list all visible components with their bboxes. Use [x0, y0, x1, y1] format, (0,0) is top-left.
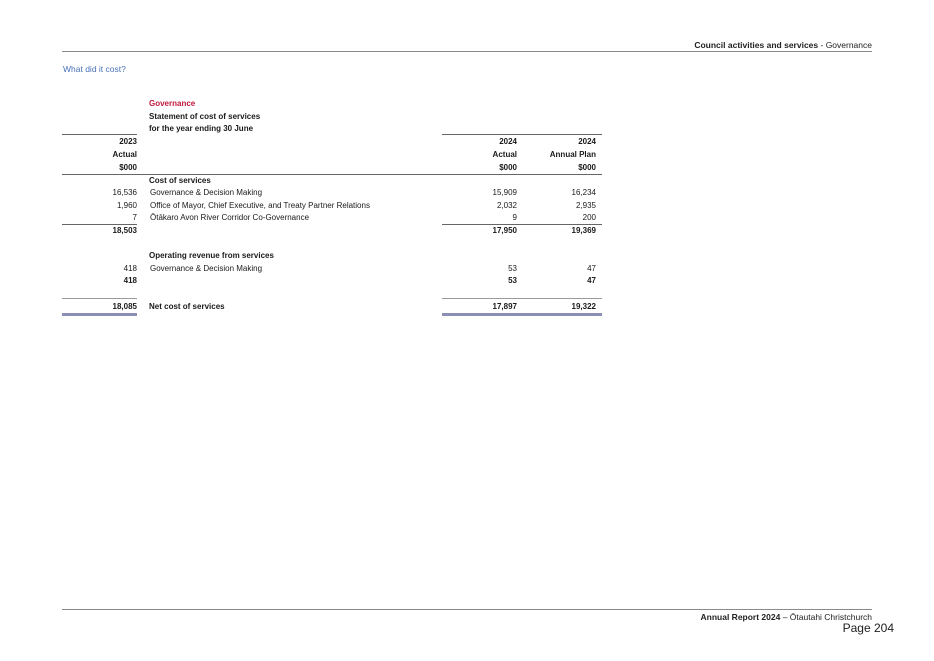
- cell-label: Governance & Decision Making: [150, 263, 263, 273]
- cell-prior: 418: [123, 263, 137, 273]
- column-header-row-type: [62, 149, 602, 162]
- header-rule: [62, 51, 872, 52]
- cell-plan: 16,234: [571, 188, 596, 197]
- net-rule-2023: [62, 298, 137, 299]
- revenue-total-prior: 418: [123, 276, 137, 285]
- table-row: [62, 263, 602, 276]
- footer-separator: –: [780, 612, 790, 622]
- section-label: What did it cost?: [63, 64, 126, 74]
- cost-total-prior: 18,503: [112, 226, 137, 235]
- cost-heading-row: [62, 175, 602, 188]
- header-separator: -: [818, 40, 826, 50]
- col-plan-year: 2024: [578, 137, 596, 146]
- cost-total-row: [62, 225, 602, 238]
- cost-total-actual: 17,950: [492, 226, 517, 235]
- revenue-heading-row: [62, 250, 602, 263]
- net-double-rule-2023: [62, 313, 137, 316]
- net-cost-row: [62, 301, 602, 314]
- cell-actual: 53: [508, 263, 517, 273]
- col-plan-type: Annual Plan: [549, 150, 596, 159]
- col-2024-type: Actual: [492, 150, 517, 159]
- net-prior: 18,085: [112, 302, 137, 311]
- table-row: [62, 187, 602, 200]
- statement-subtitle: for the year ending 30 June: [149, 124, 254, 134]
- cell-label: Office of Mayor, Chief Executive, and Treaty Partner Relations: [150, 200, 370, 210]
- table-row: [62, 200, 602, 213]
- cost-total-plan: 19,369: [571, 226, 596, 235]
- header-section: Council activities and services: [694, 40, 819, 50]
- cell-actual: 9: [512, 213, 517, 222]
- footer-place: Ōtautahi Christchurch: [789, 612, 872, 622]
- cell-plan: 200: [582, 213, 596, 222]
- col-2024-year: 2024: [499, 137, 517, 146]
- col-2023-type: Actual: [112, 150, 137, 159]
- cell-label: Ōtākaro Avon River Corridor Co-Governance: [150, 213, 310, 222]
- revenue-total-row: [62, 275, 602, 288]
- table-row: [62, 212, 602, 225]
- cell-plan: 47: [587, 263, 596, 273]
- net-plan: 19,322: [571, 302, 596, 311]
- running-header: [694, 40, 872, 50]
- net-label: Net cost of services: [149, 302, 225, 311]
- page-number: Page 204: [842, 621, 894, 635]
- statement-org: Governance: [149, 99, 196, 108]
- net-double-rule-2024: [442, 313, 602, 316]
- cell-prior: 16,536: [112, 188, 137, 197]
- header-subsection: Governance: [825, 40, 872, 50]
- cell-prior: 7: [132, 213, 137, 222]
- cell-actual: 2,032: [496, 200, 517, 210]
- col-2024-unit: $000: [499, 163, 517, 172]
- cost-heading: Cost of services: [149, 176, 211, 185]
- footer-report: Annual Report 2024: [700, 612, 781, 622]
- statement-title: Statement of cost of services: [149, 111, 261, 121]
- header-top-rule-2024: [442, 134, 602, 135]
- statement-title-block: [149, 98, 260, 136]
- net-rule-2024: [442, 298, 602, 299]
- col-plan-unit: $000: [578, 163, 596, 172]
- revenue-total-plan: 47: [587, 276, 596, 285]
- header-top-rule-2023: [62, 134, 137, 135]
- cell-actual: 15,909: [492, 188, 517, 197]
- cell-prior: 1,960: [116, 200, 137, 210]
- revenue-heading: Operating revenue from services: [149, 251, 274, 260]
- column-header-row-unit: [62, 162, 602, 175]
- col-2023-unit: $000: [119, 163, 137, 172]
- col-2023-year: 2023: [119, 137, 137, 146]
- revenue-total-actual: 53: [508, 276, 517, 285]
- cell-plan: 2,935: [575, 200, 596, 210]
- footer-rule: [62, 609, 872, 610]
- cell-label: Governance & Decision Making: [150, 188, 263, 197]
- column-header-row-year: [62, 136, 602, 149]
- net-actual: 17,897: [492, 302, 517, 311]
